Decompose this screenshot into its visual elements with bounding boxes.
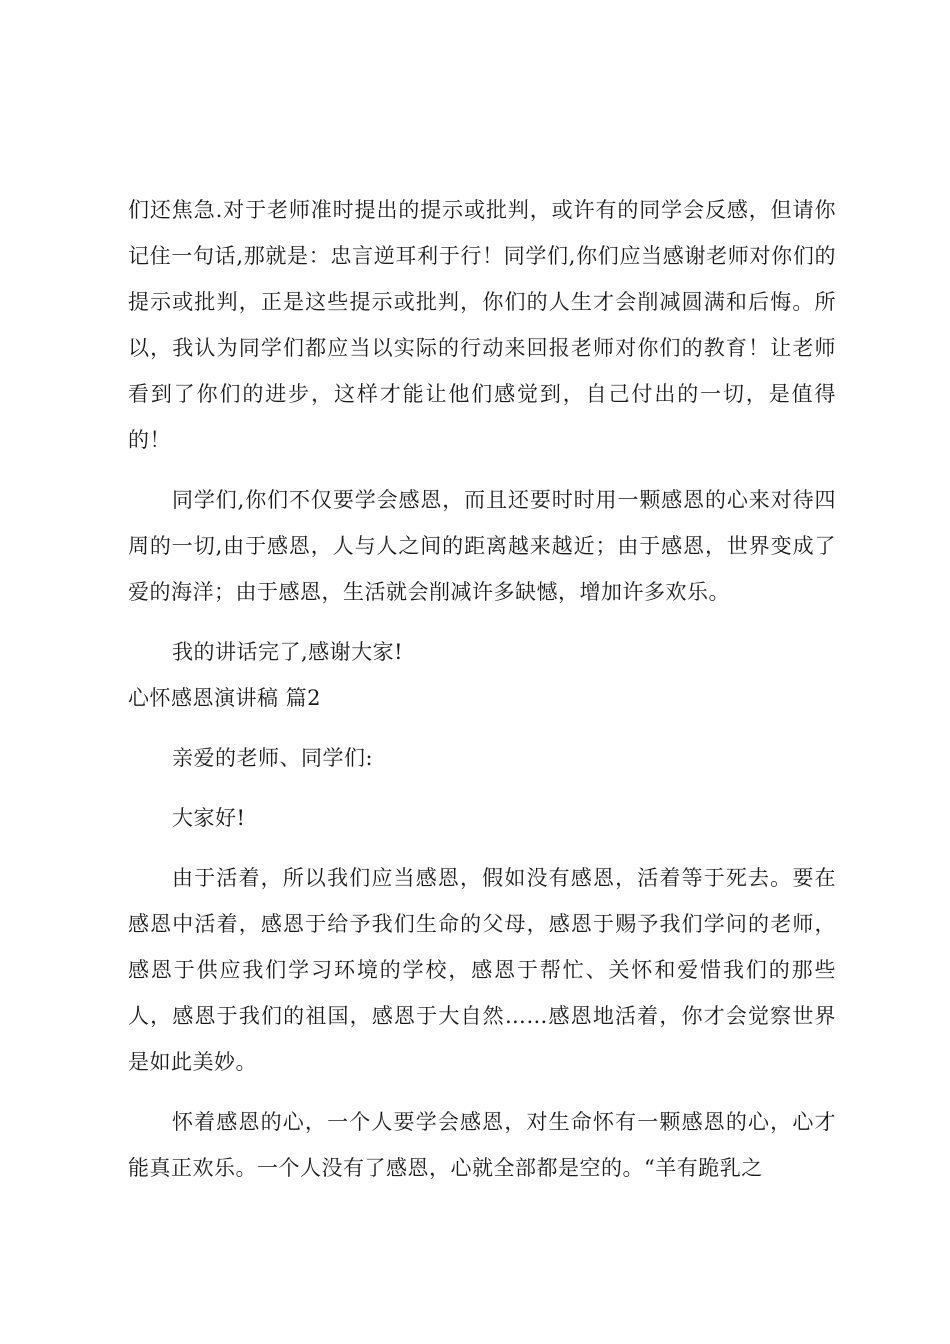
paragraph-closing: 我的讲话完了,感谢大家!	[172, 640, 404, 664]
paragraph-continuation: 们还焦急.对于老师准时提出的提示或批判，或许有的同学会反感，但请你记住一句话,那就是：忠言逆耳利于行！同学们,你们应当感谢老师对你们的提示或批判，正是这些提示或批判，你们的人生才会削减圆满和后悔。所以，我认为同学们都应当以实际的行动来回报老师对你们的教育！让老师看到了你们的进步，这样才能让他们感觉到，自己付出的一切，是值得的！	[128, 198, 836, 452]
paragraph-grateful-heart: 怀着感恩的心，一个人要学会感恩，对生命怀有一颗感恩的心，心才能真正欢乐。一个人没有了感恩，心就全部都是空的。“羊有跪乳之	[128, 1110, 836, 1180]
paragraph-living-gratitude: 由于活着，所以我们应当感恩，假如没有感恩，活着等于死去。要在感恩中活着，感恩于给予我们生命的父母，感恩于赐予我们学问的老师，感恩于供应我们学习环境的学校，感恩于帮忙、关怀和爱惜我们的那些人，感恩于我们的祖国，感恩于大自然……感恩地活着，你才会觉察世界是如此美妙。	[128, 866, 836, 1074]
paragraph-gratitude: 同学们,你们不仅要学会感恩，而且还要时时用一颗感恩的心来对待四周的一切,由于感恩，人与人之间的距离越来越近；由于感恩，世界变成了爱的海洋；由于感恩，生活就会削减许多缺憾，增加许多欢乐。	[128, 488, 836, 604]
paragraph-greeting: 大家好!	[172, 806, 246, 830]
section-title: 心怀感恩演讲稿 篇2	[128, 686, 322, 710]
document-body	[128, 187, 836, 1191]
paragraph-salutation: 亲爱的老师、同学们:	[172, 746, 374, 770]
